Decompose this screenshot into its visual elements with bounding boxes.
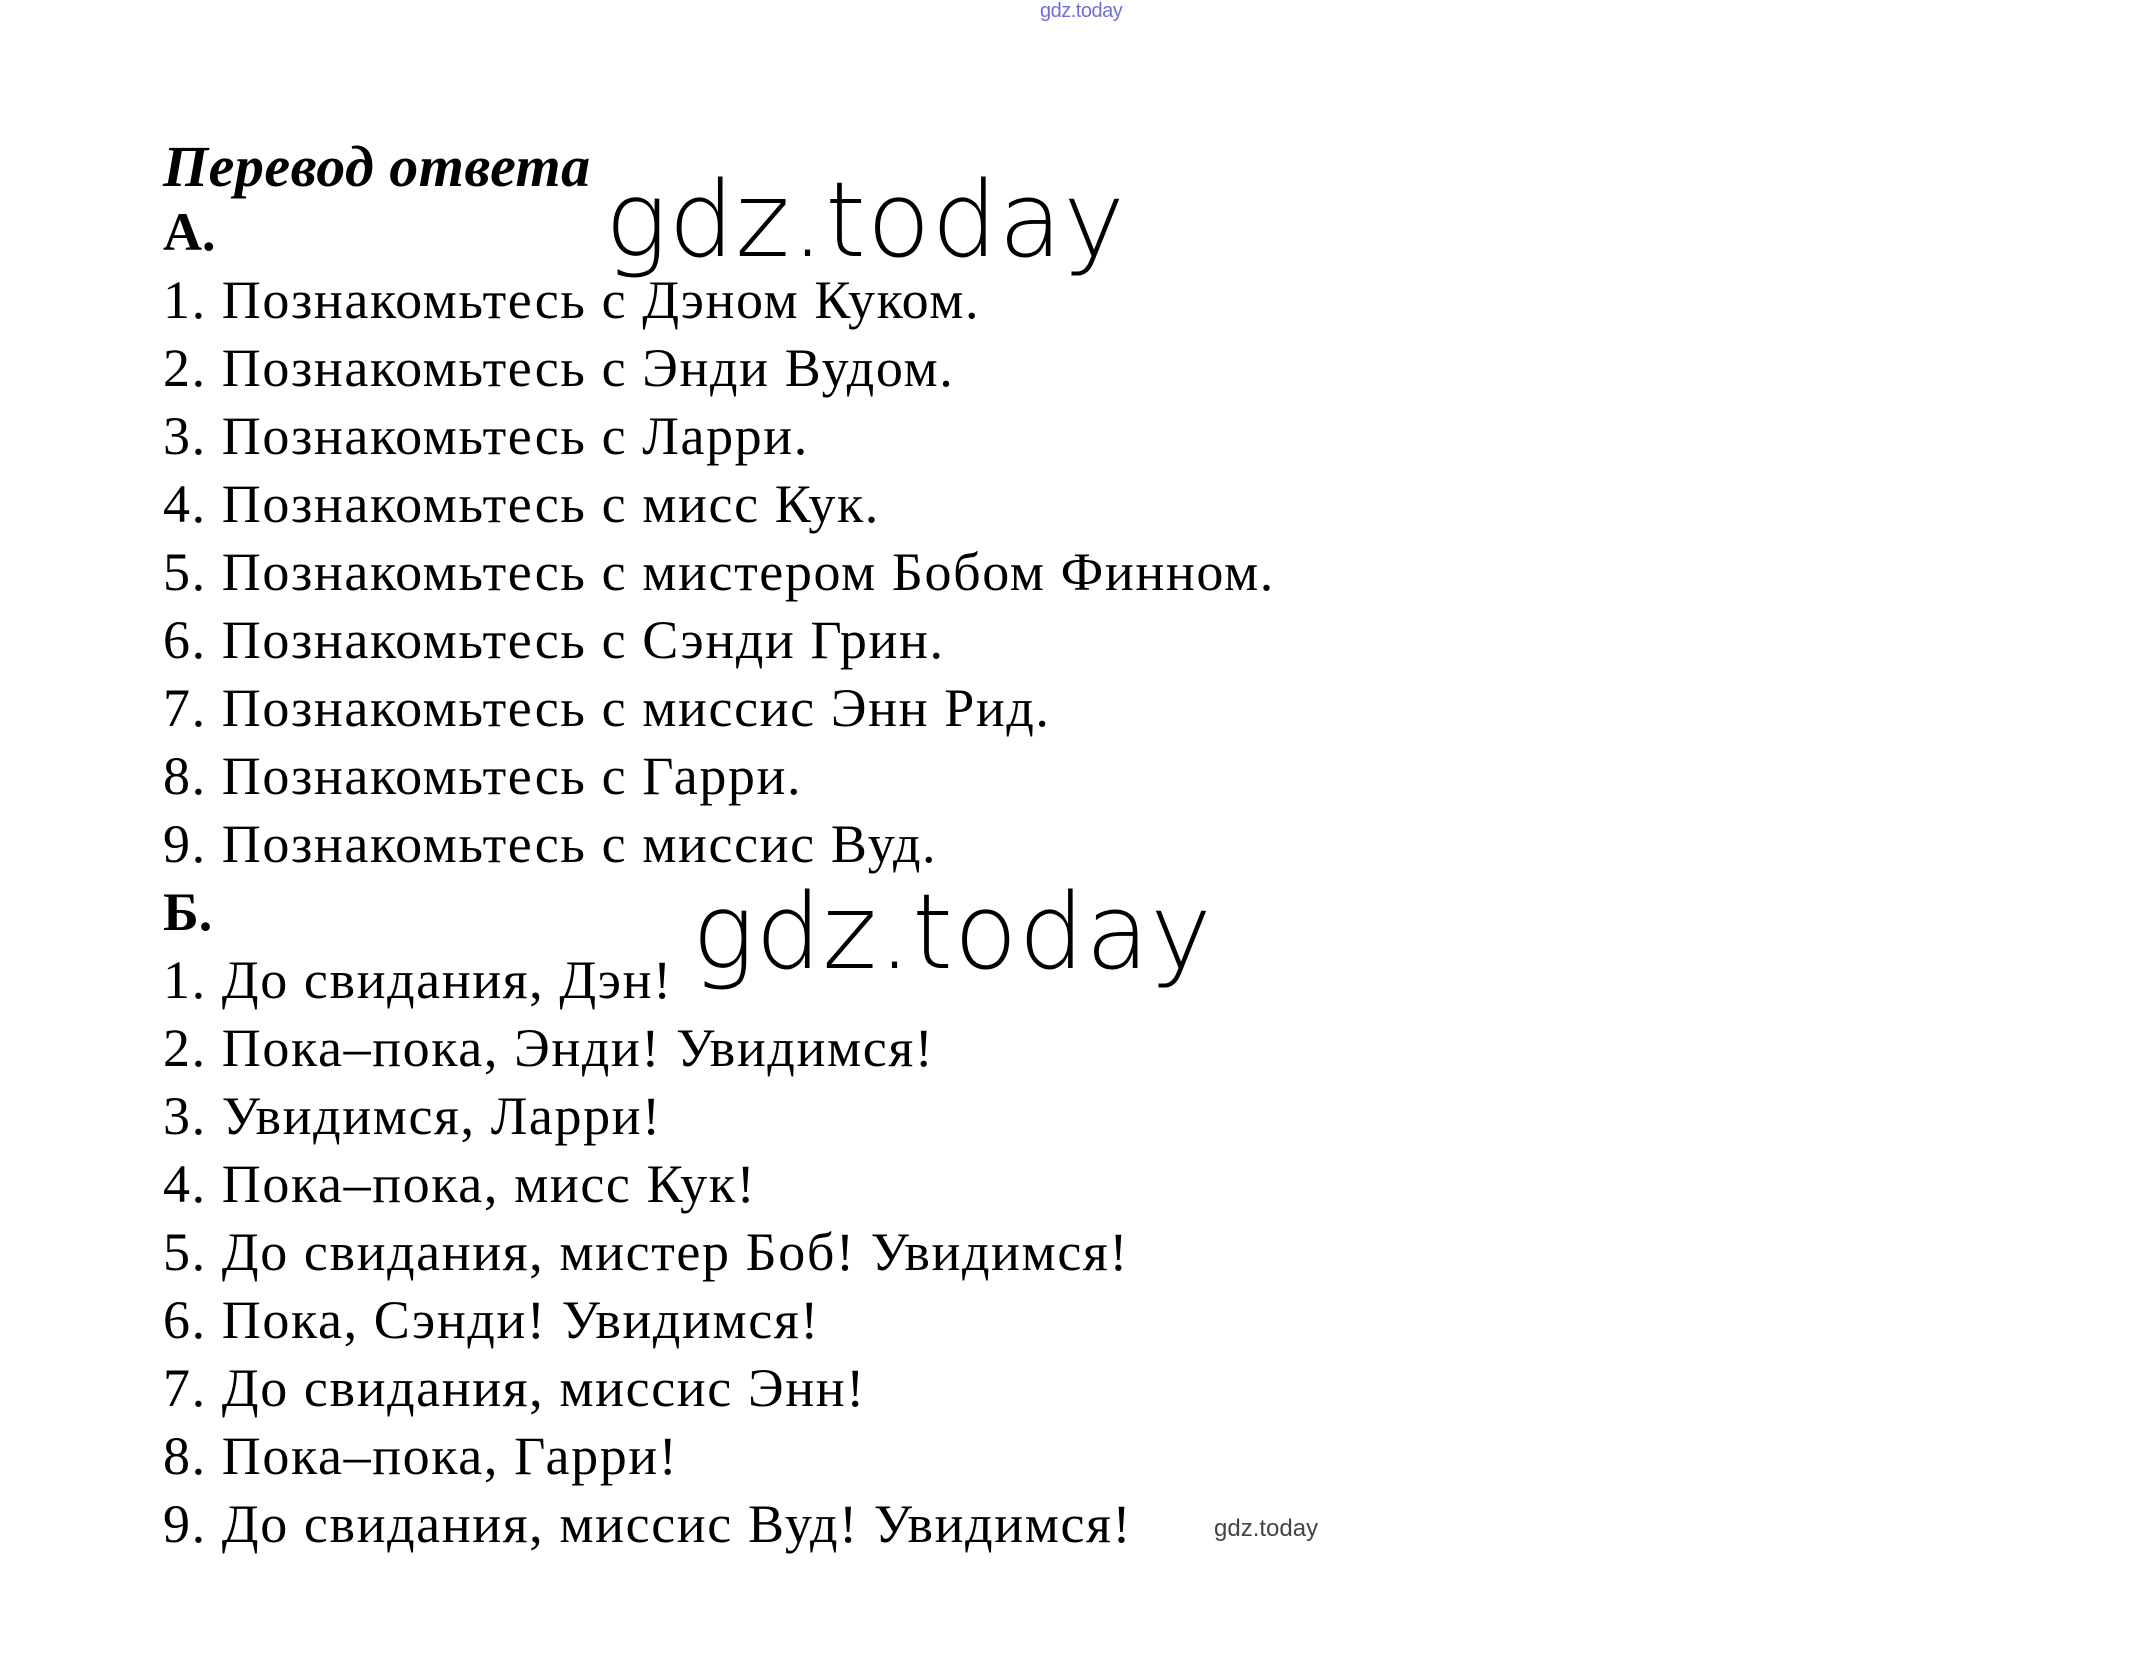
- list-item: 5. До свидания, мистер Боб! Увидимся!: [163, 1222, 1129, 1282]
- watermark-section-a: gdz.today: [605, 159, 1126, 281]
- list-item: 1. Познакомьтесь с Дэном Куком.: [163, 270, 981, 330]
- list-item: 3. Познакомьтесь с Ларри.: [163, 406, 809, 466]
- list-item: 9. Познакомьтесь с миссис Вуд.: [163, 814, 938, 874]
- list-item: 5. Познакомьтесь с мистером Бобом Финном.: [163, 542, 1275, 602]
- document-body: [163, 136, 1663, 1558]
- list-item: 7. Познакомьтесь с миссис Энн Рид.: [163, 678, 1051, 738]
- section-a-heading: А.: [163, 202, 216, 262]
- bottom-watermark: gdz.today: [1214, 1515, 1319, 1542]
- section-a-list: [163, 266, 1663, 878]
- top-watermark: gdz.today: [1040, 0, 1123, 22]
- list-item: 2. Пока–пока, Энди! Увидимся!: [163, 1018, 935, 1078]
- list-item: 4. Пока–пока, мисс Кук!: [163, 1154, 757, 1214]
- document-title: Перевод ответа: [163, 134, 591, 199]
- list-item: 4. Познакомьтесь с мисс Кук.: [163, 474, 880, 534]
- list-item: 7. До свидания, миссис Энн!: [163, 1358, 866, 1418]
- list-item: 8. Пока–пока, Гарри!: [163, 1426, 679, 1486]
- list-item: 8. Познакомьтесь с Гарри.: [163, 746, 803, 806]
- section-b-heading: Б.: [163, 882, 213, 942]
- section-b-list: [163, 946, 1663, 1558]
- list-item: 1. До свидания, Дэн!: [163, 950, 673, 1010]
- list-item: 6. Познакомьтесь с Сэнди Грин.: [163, 610, 945, 670]
- list-item: 6. Пока, Сэнди! Увидимся!: [163, 1290, 820, 1350]
- list-item: 9. До свидания, миссис Вуд! Увидимся!: [163, 1494, 1133, 1554]
- list-item: 3. Увидимся, Ларри!: [163, 1086, 662, 1146]
- list-item: 2. Познакомьтесь с Энди Вудом.: [163, 338, 955, 398]
- watermark-section-b: gdz.today: [692, 871, 1213, 993]
